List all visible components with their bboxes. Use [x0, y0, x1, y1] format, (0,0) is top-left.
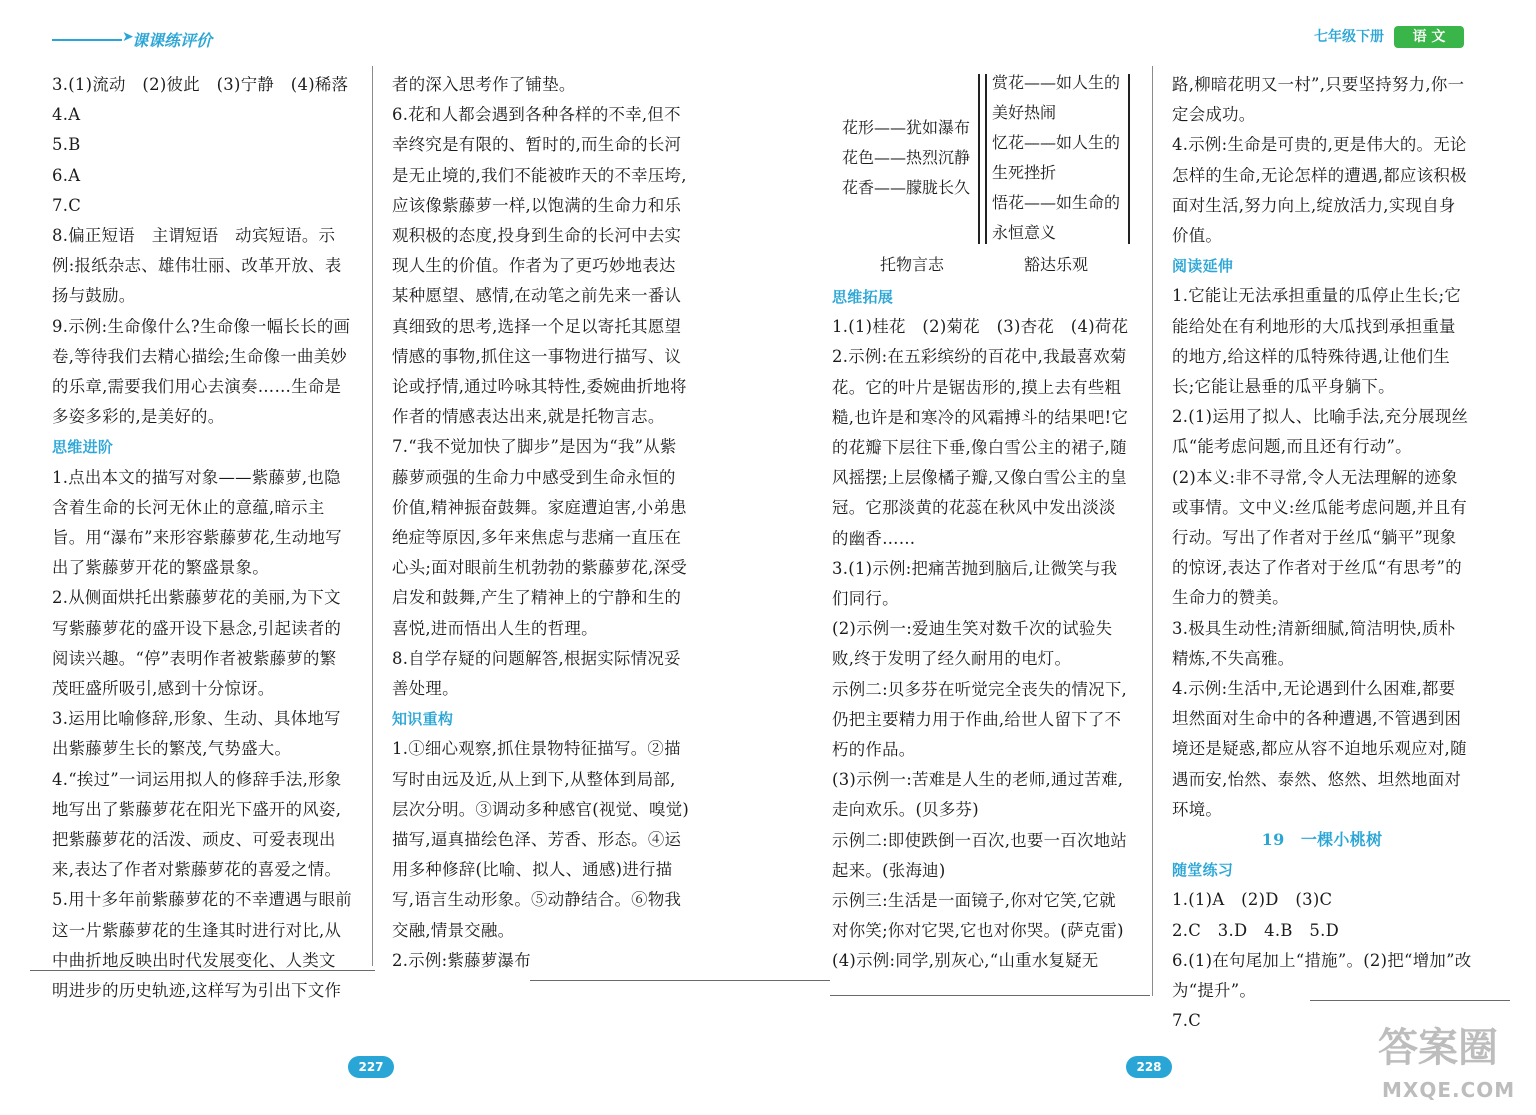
answer-line: 7.C — [52, 195, 82, 215]
watermark-logo — [1378, 1016, 1528, 1111]
answer-line: 3.极具生动性;清新细腻,简洁明快,质朴精炼,不失高雅。 — [1172, 618, 1456, 668]
answer-line: 者的深入思考作了铺垫。 — [392, 75, 576, 94]
page-number-right: 228 — [1126, 1056, 1172, 1078]
left-page-column-2 — [392, 70, 692, 976]
answer-line: 7.“我不觉加快了脚步”是因为“我”从紫藤萝顽强的生命力中感受到生命永恒的价值,精神振奋鼓舞。家庭遭迫害,小弟患绝症等原因,多年来焦虑与悲痛一直压在心头;面对眼前生机勃勃的紫藤萝花,深受启发和鼓舞,产生了精神上的宁静和生的喜悦,进而悟出人生的哲理。 — [392, 437, 688, 638]
header-title: 课课练评价 — [132, 31, 213, 50]
footer-rule — [530, 980, 830, 981]
right-page-column-1 — [832, 282, 1132, 977]
answer-line: 1.①细心观察,抓住景物特征描写。②描写时由远及近,从上到下,从整体到局部,层次分明。③调动多种感官(视觉、嗅觉)描写,逼真描绘色泽、芳香、形态。④运用多种修辞(比喻、拟人、通感)进行描写,语言生动形象。⑤动静结合。⑥物我交融,情景交融。 — [392, 739, 690, 940]
answer-line: 4.A — [52, 105, 81, 125]
answer-line: (4)示例:同学,别灰心,“山重水复疑无 — [832, 951, 1099, 971]
answer-line: 8.偏正短语 主谓短语 动宾短语。示例:报纸杂志、雄伟壮丽、改革开放、表扬与鼓励。 — [52, 226, 342, 306]
diagram-right-2: 美好热闹 — [992, 103, 1057, 122]
answer-line: 2.(1)运用了拟人、比喻手法,充分展现丝瓜“能考虑问题,而且还有行动”。 — [1172, 407, 1469, 457]
diagram-right-6: 永恒意义 — [992, 223, 1057, 242]
watermark-url: MXQE.COM — [1382, 1078, 1516, 1102]
footer-rule — [830, 995, 1150, 996]
answer-line: 示例二:贝多芬在听觉完全丧失的情况下,仍把主要精力用于作曲,给世人留下了不朽的作品。 — [832, 679, 1128, 760]
diagram-right-5: 悟花——如生命的 — [992, 193, 1121, 212]
answer-line: (2)示例一:爱迪生笑对数千次的试验失败,终于发明了经久耐用的电灯。 — [832, 619, 1113, 669]
answer-line: 4.示例:生活中,无论遇到什么困难,都要坦然面对生命中的各种遭遇,不管遇到困境还是疑惑,都应从容不迫地乐观应对,随遇而安,怡然、泰然、悠然、坦然地面对环境。 — [1172, 679, 1467, 819]
left-page-column-1 — [52, 70, 352, 1006]
answer-line: 1.它能让无法承担重量的瓜停止生长;它能给处在有利地形的大瓜找到承担重量的地方,给这样的瓜特殊待遇,让他们生长;它能让悬垂的瓜平身躺下。 — [1172, 286, 1462, 397]
diagram-left-2: 花色——热烈沉静 — [842, 148, 971, 167]
answer-line: 9.示例:生命像什么?生命像一幅长长的画卷,等待我们去精心描绘;生命像一曲美妙的乐章,需要我们用心去演奏……生命是多姿多彩的,是美好的。 — [52, 316, 351, 427]
diagram-bracket-line — [985, 74, 987, 244]
diagram-right-4: 生死挫折 — [992, 163, 1057, 182]
diagram-right-3: 忆花——如人生的 — [992, 133, 1121, 152]
diagram-bracket-line — [1128, 74, 1130, 244]
answer-line: 4.“挨过”一词运用拟人的修辞手法,形象地写出了紫藤萝花在阳光下盛开的风姿,把紫藤萝花的活泼、顽皮、可爱表现出来,表达了作者对紫藤萝花的喜爱之情。 — [52, 769, 342, 880]
diagram-bottom-left: 托物言志 — [880, 255, 945, 274]
section-heading: 思维拓展 — [832, 288, 894, 306]
section-heading: 阅读延伸 — [1172, 257, 1234, 276]
header-left — [52, 26, 252, 50]
arrow-icon: ➤ — [122, 29, 134, 45]
answer-line: 6.(1)在句尾加上“措施”。(2)把“增加”改为“提升”。 — [1172, 950, 1472, 1001]
grade-label: 七年级下册 — [1314, 29, 1384, 45]
answer-line: 2.示例:紫藤萝瀑布 — [392, 950, 531, 970]
diagram-bracket-line — [978, 74, 980, 244]
answer-line: 3.(1)流动 (2)彼此 (3)宁静 (4)稀落 — [52, 75, 349, 94]
section-heading: 知识重构 — [392, 710, 454, 729]
answer-line: 2.C 3.D 4.B 5.D — [1172, 920, 1340, 940]
diagram-left-3: 花香——朦胧长久 — [842, 178, 971, 197]
answer-line: 2.示例:在五彩缤纷的百花中,我最喜欢菊花。它的叶片是锯齿形的,摸上去有些粗糙,也许是和寒冷的风霜搏斗的结果吧!它的花瓣下层往下垂,像白雪公主的裙子,随风摇摆;上层像橘子瓣,又像白雪公主的皇冠。它那淡黄的花蕊在秋风中发出淡淡的幽香…… — [832, 347, 1129, 548]
answer-line: 示例三:生活是一面镜子,你对它笑,它就对你笑;你对它哭,它也对你哭。(萨克雷) — [832, 891, 1124, 941]
answer-line: 路,柳暗花明又一村”,只要坚持努力,你一定会成功。 — [1172, 75, 1465, 125]
page-number-left: 227 — [348, 1056, 394, 1078]
watermark-text: 答案圈 — [1378, 1025, 1498, 1071]
section-heading: 随堂练习 — [1172, 861, 1234, 880]
answer-line: 3.运用比喻修辞,形象、生动、具体地写出紫藤萝生长的繁茂,气势盛大。 — [52, 709, 341, 759]
right-page-column-2 — [1172, 70, 1472, 1037]
column-divider — [372, 66, 373, 966]
answer-line: (3)示例一:苦难是人生的老师,通过苦难,走向欢乐。(贝多芬) — [832, 770, 1124, 820]
lesson-title: 19 一棵小桃树 — [1261, 830, 1383, 850]
answer-line: 6.A — [52, 165, 81, 185]
answer-line: 1.(1)A (2)D (3)C — [1172, 890, 1333, 910]
answer-line: 5.用十多年前紫藤萝花的不幸遭遇与眼前这一片紫藤萝花的生逢其时进行对比,从中曲折地反映出时代发展变化、人类文明进步的历史轨迹,这样写为引出下文作 — [52, 890, 352, 1001]
column-divider — [1152, 66, 1153, 996]
answer-line: 3.(1)示例:把痛苦抛到脑后,让微笑与我们同行。 — [832, 558, 1118, 609]
section-heading: 思维进阶 — [52, 438, 114, 457]
answer-line: 1.点出本文的描写对象——紫藤萝,也隐含着生命的长河无休止的意蕴,暗示主旨。用“瀑布”来形容紫藤萝花,生动地写出了紫藤萝开花的繁盛景象。 — [52, 467, 342, 578]
footer-rule — [30, 970, 375, 971]
diagram-bottom-right: 豁达乐观 — [1024, 255, 1089, 274]
answer-line: 示例二:即使跌倒一百次,也要一百次地站起来。(张海迪) — [832, 830, 1128, 880]
diagram-right-1: 赏花——如人生的 — [992, 73, 1121, 92]
subject-badge: 语 文 — [1394, 26, 1464, 48]
answer-line: 1.(1)桂花 (2)菊花 (3)杏花 (4)荷花 — [832, 317, 1129, 337]
answer-line: 2.从侧面烘托出紫藤萝花的美丽,为下文写紫藤萝花的盛开设下悬念,引起读者的阅读兴趣。“停”表明作者被紫藤萝的繁茂旺盛所吸引,感到十分惊讶。 — [52, 588, 342, 699]
structure-diagram — [832, 68, 1132, 280]
answer-line: 4.示例:生命是可贵的,更是伟大的。无论怎样的生命,无论怎样的遭遇,都应该积极面对生活,努力向上,绽放活力,实现自身价值。 — [1172, 135, 1467, 246]
answer-line: 6.花和人都会遇到各种各样的不幸,但不幸终究是有限的、暂时的,而生命的长河是无止境的,我们不能被昨天的不幸压垮,应该像紫藤萝一样,以饱满的生命力和乐观积极的态度,投身到生命的长河中去实现人生的价值。作者为了更巧妙地表达某种愿望、感情,在动笔之前先来一番认真细致的思考,选择一个足以寄托其愿望情感的事物,抓住这一事物进行描写、议论或抒情,通过吟咏其特性,委婉曲折地将作者的情感表达出来,就是托物言志。 — [392, 105, 687, 427]
header-rule — [52, 39, 122, 41]
footer-rule — [1310, 1000, 1510, 1001]
answer-line: 5.B — [52, 135, 81, 155]
diagram-left-1: 花形——犹如瀑布 — [842, 118, 971, 137]
answer-line: 7.C — [1172, 1011, 1202, 1031]
answer-line: (2)本义:非不寻常,令人无法理解的迹象或事情。文中义:丝瓜能考虑问题,并且有行动。写出了作者对于丝瓜“躺平”现象的惊讶,表达了作者对于丝瓜“有思考”的生命力的赞美。 — [1172, 467, 1468, 608]
answer-line: 8.自学存疑的问题解答,根据实际情况妥善处理。 — [392, 648, 681, 699]
